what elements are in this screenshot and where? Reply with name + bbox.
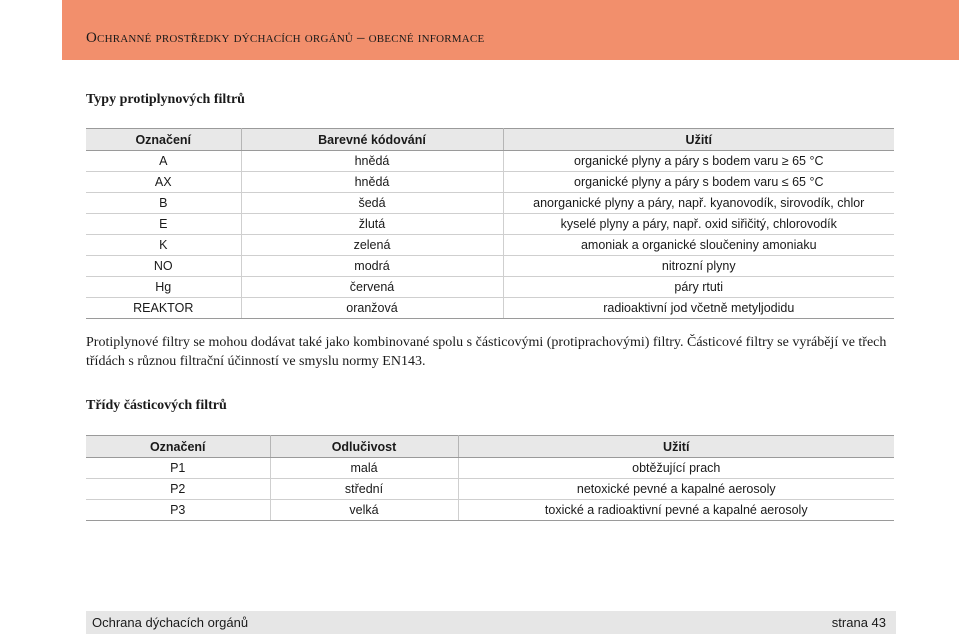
gas-filters-table: [86, 128, 894, 319]
table-cell: anorganické plyny a páry, např. kyanovodík, sirovodík, chlor: [503, 193, 894, 214]
table-cell: nitrozní plyny: [503, 256, 894, 277]
column-header: Označení: [86, 129, 241, 151]
column-header: Označení: [86, 436, 270, 458]
footer-document-title: Ochrana dýchacích orgánů: [92, 615, 249, 630]
table-cell: Hg: [86, 277, 241, 298]
column-header: Barevné kódování: [241, 129, 503, 151]
table-cell: šedá: [241, 193, 503, 214]
table-cell: REAKTOR: [86, 298, 241, 319]
info-paragraph: Protiplynové filtry se mohou dodávat také jako kombinované spolu s částicovými (protiprachovými) filtry. Částicové filtry se vyrábějí ve třech třídách s různou filtrační účinností ve smyslu normy EN143.: [86, 335, 887, 369]
table-cell: P1: [86, 458, 270, 479]
column-header: Užití: [503, 129, 894, 151]
table-row: [86, 458, 894, 479]
table-cell: A: [86, 151, 241, 172]
table-cell: červená: [241, 277, 503, 298]
table-cell: K: [86, 235, 241, 256]
table-cell: malá: [270, 458, 458, 479]
table-cell: páry rtuti: [503, 277, 894, 298]
column-header: Odlučivost: [270, 436, 458, 458]
table-cell: B: [86, 193, 241, 214]
table-cell: hnědá: [241, 172, 503, 193]
table-row: [86, 298, 894, 319]
footer-page-number: strana 43: [831, 615, 886, 630]
table-cell: kyselé plyny a páry, např. oxid siřičitý, chlorovodík: [503, 214, 894, 235]
table-row: [86, 214, 894, 235]
table-cell: NO: [86, 256, 241, 277]
page-title: Ochranné prostředky dýchacích orgánů – obecné informace: [86, 30, 485, 46]
table-cell: organické plyny a páry s bodem varu ≥ 65 °C: [503, 151, 894, 172]
table-cell: radioaktivní jod včetně metyljodidu: [503, 298, 894, 319]
table-row: [86, 151, 894, 172]
table-cell: E: [86, 214, 241, 235]
table-cell: zelená: [241, 235, 503, 256]
table-cell: netoxické pevné a kapalné aerosoly: [458, 479, 894, 500]
table-row: [86, 277, 894, 298]
particle-filters-table: [86, 435, 894, 521]
table-cell: modrá: [241, 256, 503, 277]
table-header-row: [86, 436, 894, 458]
table-header-row: [86, 129, 894, 151]
table-row: [86, 235, 894, 256]
section-heading-particle-filters: Třídy částicových filtrů: [86, 398, 227, 413]
table-cell: P2: [86, 479, 270, 500]
table-cell: hnědá: [241, 151, 503, 172]
table-row: [86, 193, 894, 214]
table-cell: oranžová: [241, 298, 503, 319]
table-cell: organické plyny a páry s bodem varu ≤ 65 °C: [503, 172, 894, 193]
table-cell: žlutá: [241, 214, 503, 235]
table-row: [86, 479, 894, 500]
page-footer: [86, 611, 896, 634]
table-cell: střední: [270, 479, 458, 500]
table-cell: velká: [270, 500, 458, 521]
table-row: [86, 500, 894, 521]
table-cell: toxické a radioaktivní pevné a kapalné aerosoly: [458, 500, 894, 521]
table-cell: amoniak a organické sloučeniny amoniaku: [503, 235, 894, 256]
section-heading-gas-filters: Typy protiplynových filtrů: [86, 92, 245, 107]
column-header: Užití: [458, 436, 894, 458]
table-cell: P3: [86, 500, 270, 521]
table-cell: obtěžující prach: [458, 458, 894, 479]
table-row: [86, 256, 894, 277]
table-cell: AX: [86, 172, 241, 193]
table-row: [86, 172, 894, 193]
